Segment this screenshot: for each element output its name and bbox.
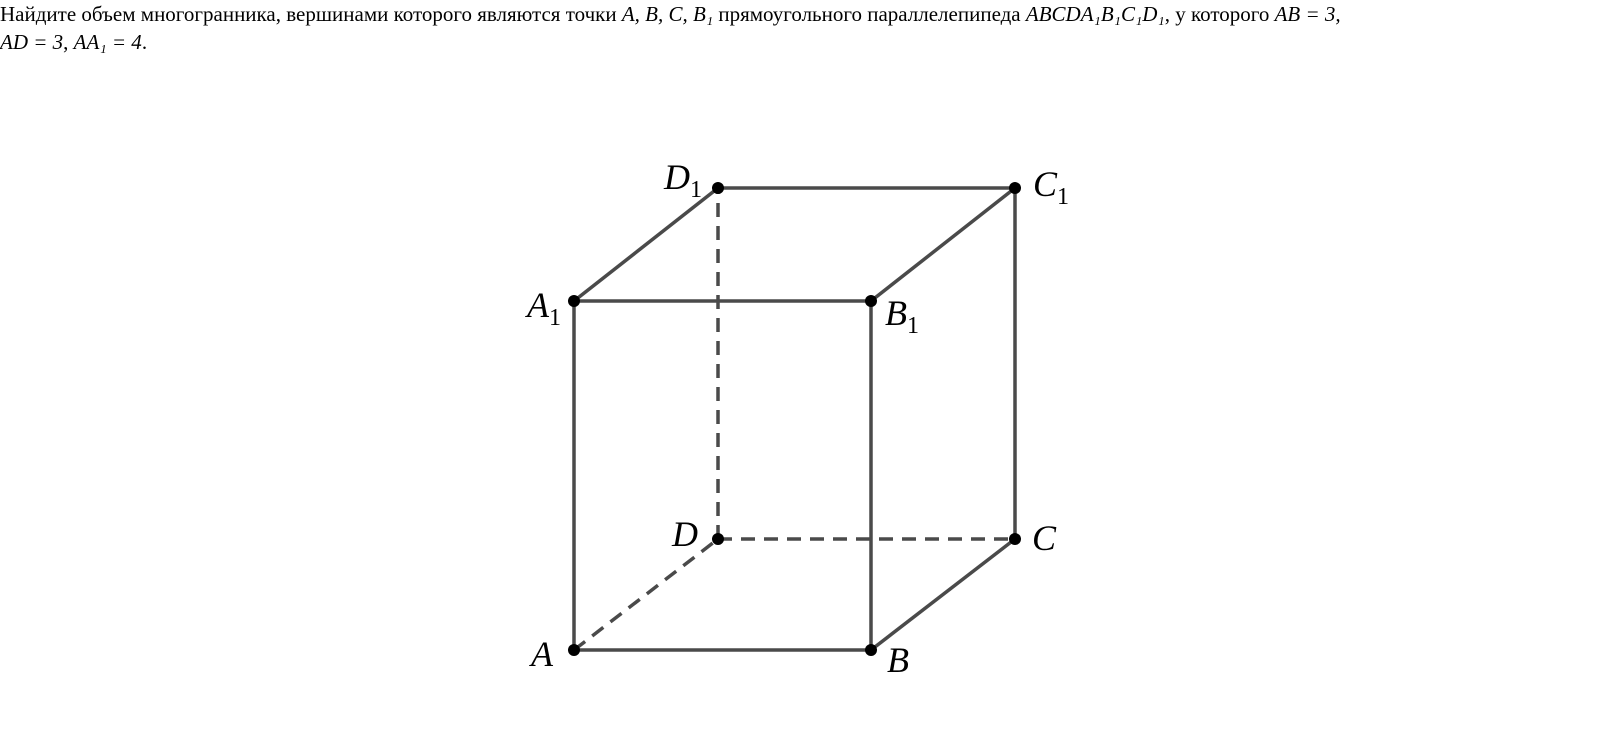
problem-text-1: Найдите объем многогранника, вершинами которого являются точки (0, 2, 622, 26)
problem-text-2: прямоугольного параллелепипеда (713, 2, 1026, 26)
hidden-edges (574, 188, 1015, 650)
edge-b-c (871, 539, 1015, 650)
label-b1: $B_1$ (885, 293, 919, 339)
visible-edges (574, 188, 1015, 650)
label-a1: $A_1$ (527, 285, 561, 331)
label-d1: $D_1$ (664, 157, 702, 203)
label-d: D (672, 514, 698, 554)
condition-ab: AB = 3, (1274, 2, 1341, 26)
vertex-labels (525, 157, 1069, 680)
vertex-point-c1 (1009, 182, 1021, 194)
problem-text-3: , у которого (1164, 2, 1275, 26)
vertex-point-c (1009, 533, 1021, 545)
vertex-point-d (712, 533, 724, 545)
edge-b1-c1 (871, 188, 1015, 301)
label-c1: $C_1$ (1033, 164, 1070, 210)
label-b: B (887, 640, 909, 680)
label-a: A (531, 634, 553, 674)
condition-end: . (141, 30, 148, 54)
edge-d1-a1 (574, 188, 718, 301)
parallelepiped-name: ABCDA₁B₁C₁D₁ (1025, 2, 1165, 26)
vertex-point-a1 (568, 295, 580, 307)
vertex-point-b1 (865, 295, 877, 307)
label-c: C (1032, 518, 1057, 558)
condition-ad: AD = 3 (0, 30, 64, 54)
polyhedron-points: A, B, C, B₁ (621, 2, 714, 26)
condition-separator: , (63, 30, 74, 54)
vertex-point-d1 (712, 182, 724, 194)
vertex-point-a (568, 644, 580, 656)
vertex-point-b (865, 644, 877, 656)
edge-a-d (574, 539, 718, 650)
condition-aa1: AA₁ = 4 (73, 30, 142, 54)
